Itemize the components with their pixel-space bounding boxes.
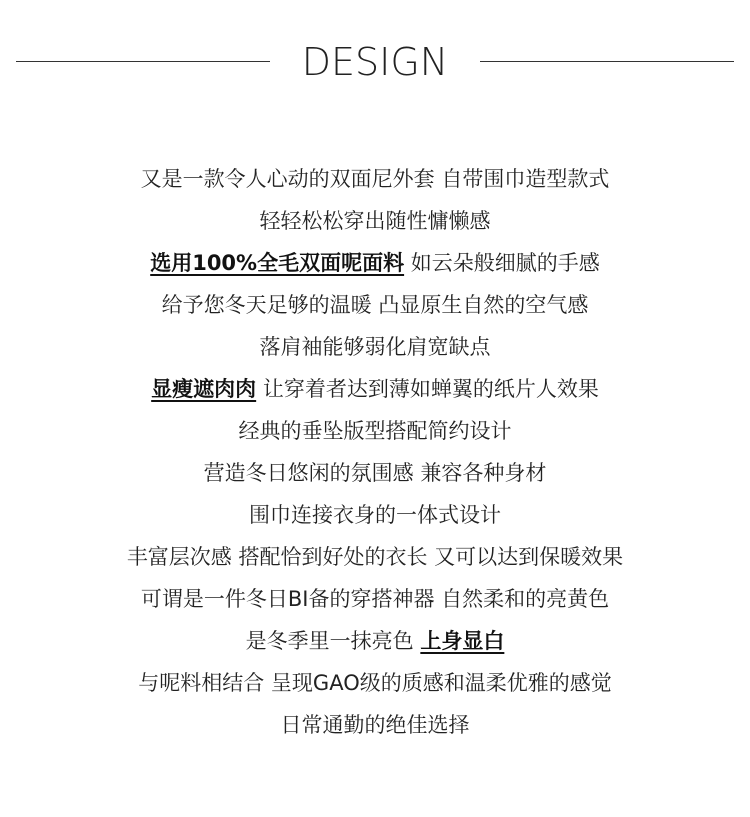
section-title: DESIGN [301, 40, 449, 84]
description-text: 与呢料相结合 呈现GAO级的质感和温柔优雅的感觉 [138, 671, 612, 695]
description-line [0, 326, 750, 368]
highlighted-phrase: 选用100%全毛双面呢面料 [150, 251, 405, 275]
highlighted-phrase: 显瘦遮肉肉 [151, 377, 257, 401]
description-line [0, 536, 750, 578]
description-text: 丰富层次感 搭配恰到好处的衣长 又可以达到保暖效果 [126, 545, 624, 569]
description-line [0, 242, 750, 284]
description-line [0, 620, 750, 662]
description-text: 围巾连接衣身的一体式设计 [249, 503, 501, 527]
description-text: 营造冬日悠闲的氛围感 兼容各种身材 [203, 461, 547, 485]
description-line [0, 410, 750, 452]
description-text: 可谓是一件冬日BI备的穿搭神器 自然柔和的亮黄色 [140, 587, 610, 611]
description-text: 日常通勤的绝佳选择 [280, 713, 470, 737]
description-line [0, 284, 750, 326]
description-line [0, 704, 750, 746]
description-line [0, 578, 750, 620]
description-line [0, 662, 750, 704]
description-text: 让穿着者达到薄如蝉翼的纸片人效果 [256, 377, 599, 401]
description-line [0, 368, 750, 410]
description-text: 如云朵般细腻的手感 [404, 251, 600, 275]
description-text: 又是一款令人心动的双面尼外套 自带围巾造型款式 [140, 167, 610, 191]
header-divider-left [16, 61, 270, 62]
header-divider-right [480, 61, 734, 62]
highlighted-phrase: 上身显白 [420, 629, 505, 653]
description-text: 落肩袖能够弱化肩宽缺点 [259, 335, 491, 359]
section-header [0, 38, 750, 86]
description-text: 是冬季里一抹亮色 [245, 629, 421, 653]
description-text-block [0, 158, 750, 746]
description-line [0, 494, 750, 536]
description-text: 给予您冬天足够的温暖 凸显原生自然的空气感 [161, 293, 589, 317]
description-text: 轻轻松松穿出随性慵懒感 [259, 209, 491, 233]
description-text: 经典的垂坠版型搭配简约设计 [238, 419, 512, 443]
description-line [0, 452, 750, 494]
description-line [0, 200, 750, 242]
description-line [0, 158, 750, 200]
